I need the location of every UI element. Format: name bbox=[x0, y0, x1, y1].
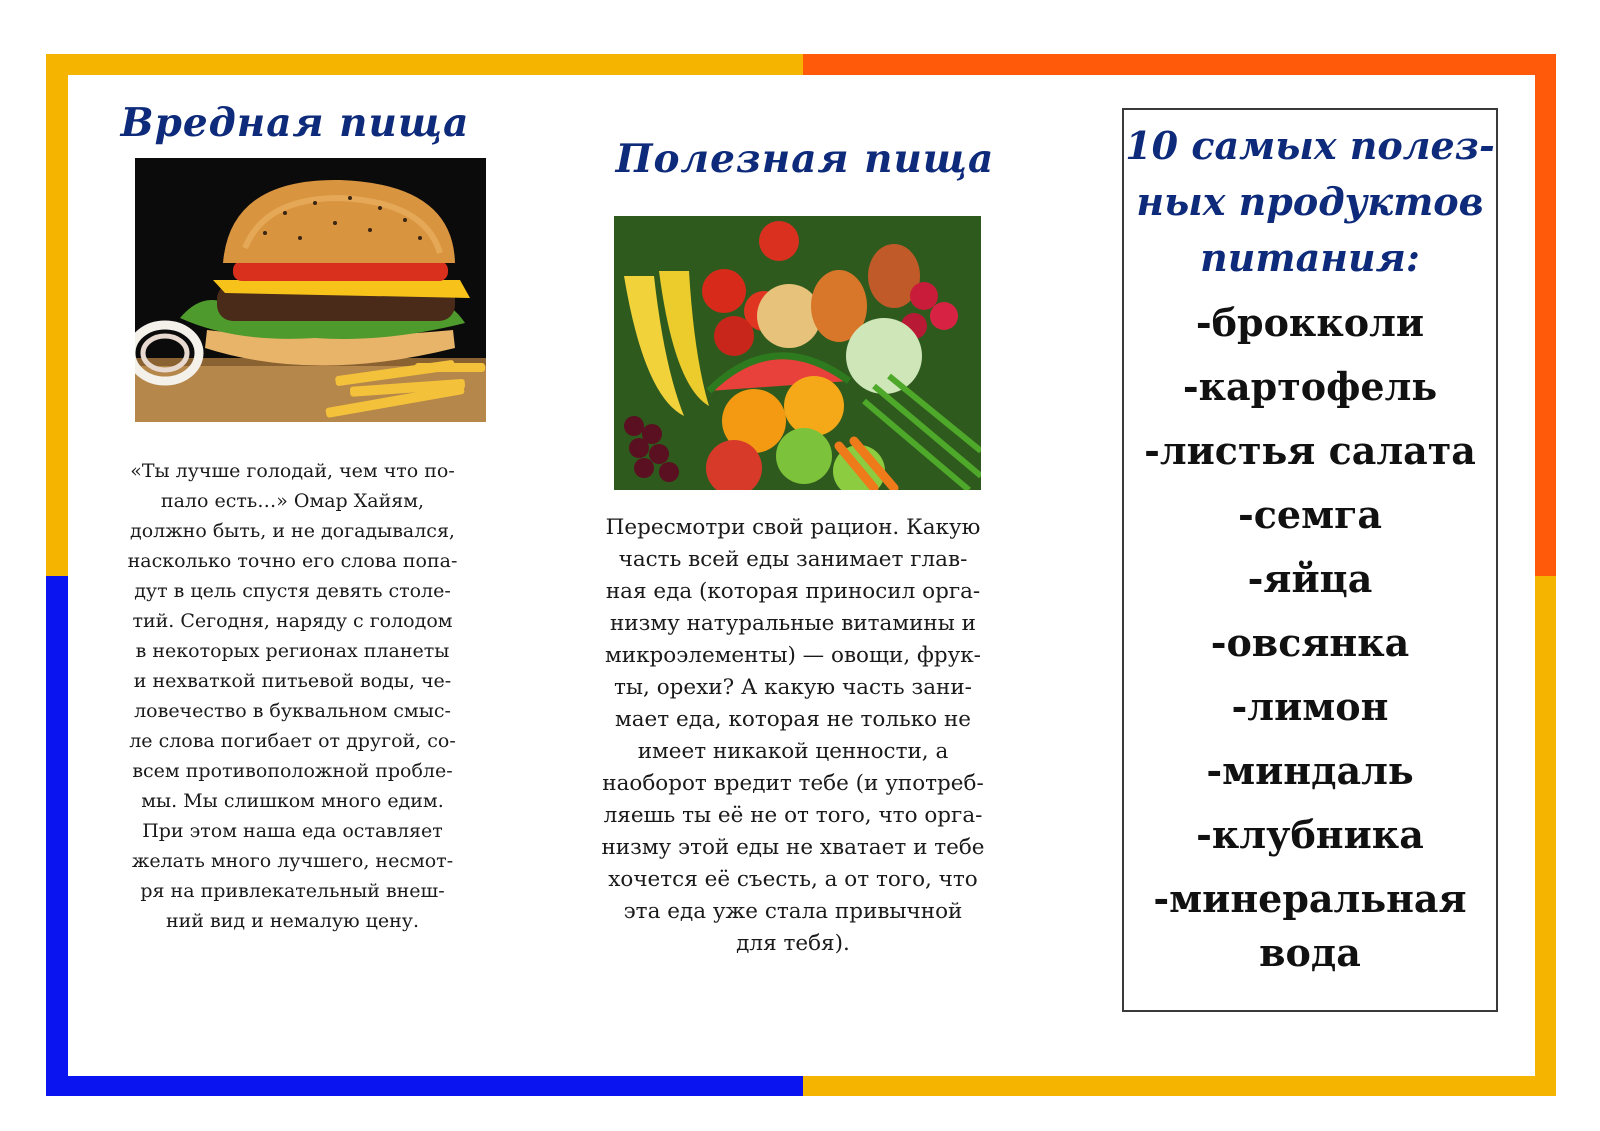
top-products-title: 10 самых полез- ных продуктов питания: bbox=[1125, 123, 1495, 280]
frame-right-top bbox=[1535, 54, 1556, 576]
list-item: -семга bbox=[1237, 492, 1382, 537]
list-item: -минеральная вода bbox=[1153, 876, 1467, 975]
good-food-title: Полезная пища bbox=[615, 136, 995, 182]
list-item: -брокколи bbox=[1195, 300, 1425, 345]
fruits-vegetables-photo bbox=[614, 216, 981, 490]
list-item: -картофель bbox=[1182, 364, 1438, 409]
list-item: -листья салата bbox=[1144, 428, 1476, 473]
frame-left-top bbox=[46, 54, 68, 576]
frame-left-bottom bbox=[46, 576, 68, 1096]
top-products-list bbox=[1124, 296, 1496, 980]
list-item: -лимон bbox=[1231, 684, 1389, 729]
burger-photo bbox=[135, 158, 486, 422]
frame-top-right bbox=[803, 54, 1556, 75]
list-item: -миндаль bbox=[1206, 748, 1414, 793]
frame-top-left bbox=[46, 54, 803, 75]
frame-right-bottom bbox=[1535, 576, 1556, 1096]
top-products-box bbox=[1122, 108, 1498, 1012]
list-item: -овсянка bbox=[1210, 620, 1410, 665]
bad-food-title: Вредная пища bbox=[120, 100, 470, 146]
list-item: -яйца bbox=[1247, 556, 1373, 601]
list-item: -клубника bbox=[1196, 812, 1424, 857]
frame-bottom-left bbox=[46, 1076, 803, 1096]
bad-food-text: «Ты лучше голодай, чем что по- пало есть…» Омар Хайям, должно быть, и не догадывался, насколько точно его слова попа- дут в цель спустя девять столе- тий. Сегодня, наряду с голодом в некоторых регионах планеты и нехваткой питьевой воды, че- ловечество в буквальном смыс- ле слова погибает от другой, со- всем противоположной пробле- мы. Мы слишком много едим. При этом наша еда оставляет желать много лучшего, несмот- ря на привлекательный внеш- ний вид и немалую цену. bbox=[127, 460, 458, 932]
good-food-text: Пересмотри свой рацион. Какую часть всей еды занимает глав- ная еда (которая приносил орга- низму натуральные витамины и микроэлементы) — овощи, фрук- ты, орехи? А какую часть зани- мает еда, которая не только не имеет никакой ценности, а наоборот вредит тебе (и употреб- ляешь ты её не от того, что орга- низму этой еды не хватает и тебе хочется её съесть, а от того, что эта еда уже стала привычной для тебя). bbox=[601, 515, 985, 956]
frame-bottom-right bbox=[803, 1076, 1556, 1096]
